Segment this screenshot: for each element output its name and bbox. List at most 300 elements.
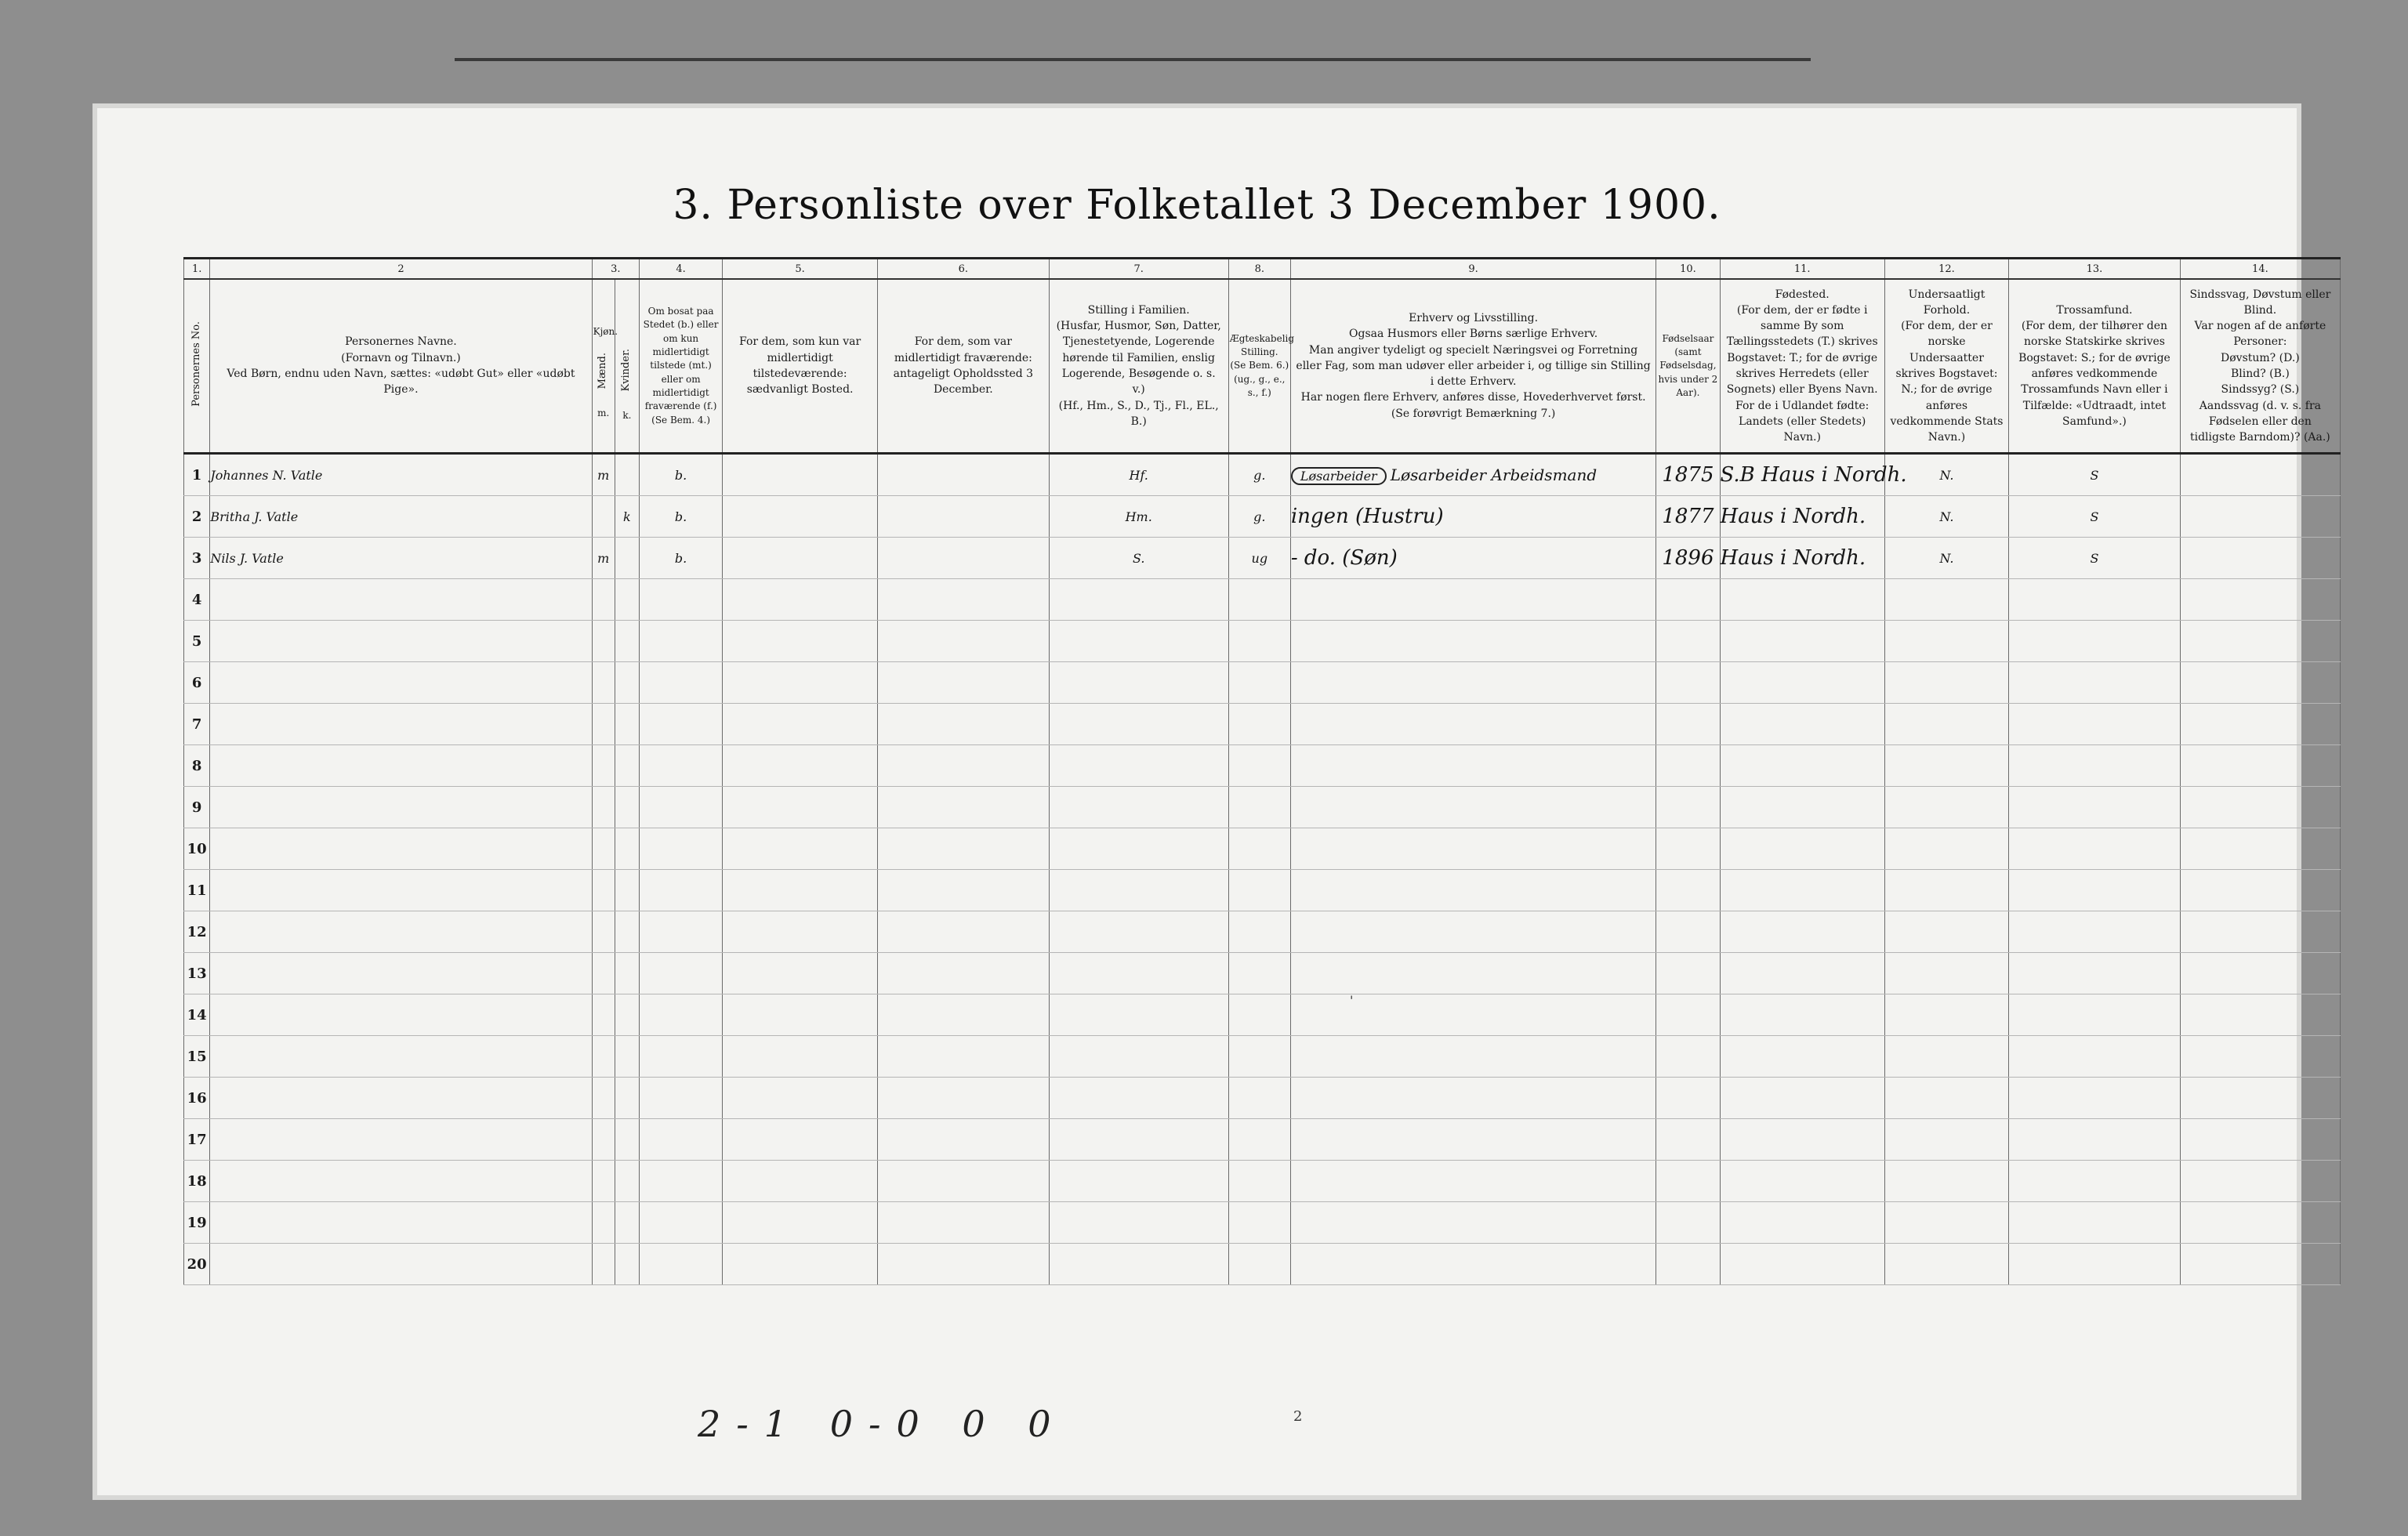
empty-cell <box>592 1036 615 1078</box>
empty-cell <box>2009 1036 2181 1078</box>
empty-cell <box>1656 1202 1720 1244</box>
header-usual-residence: For dem, som kun var midlertidigt tilstedeværende: sædvanligt Bosted. <box>723 279 878 454</box>
empty-cell <box>1884 828 2008 870</box>
empty-cell <box>615 911 639 953</box>
empty-cell <box>1720 911 1884 953</box>
person-row <box>184 454 2341 496</box>
empty-cell <box>878 911 1050 953</box>
header-occupation: Erhverv og Livsstilling. Ogsaa Husmors eller Børns særlige Erhverv. Man angiver tydeligt og specielt Næringsvei og Forretning eller Fag, som man udøver eller arbeider i, og tillige sin Stilling i dette Erhverv. Har nogen flere Erhverv, anføres disse, Hovederhvervet først. (Se forøvrigt Bemærkning 7.) <box>1290 279 1656 454</box>
empty-cell <box>1228 828 1290 870</box>
empty-cell <box>2009 621 2181 662</box>
birth-year-cell: 1896 <box>1656 538 1720 579</box>
empty-cell <box>878 662 1050 704</box>
empty-row <box>184 1119 2341 1161</box>
marital-status-cell: ug <box>1228 538 1290 579</box>
colnum-8: 8. <box>1228 259 1290 280</box>
empty-cell <box>878 1036 1050 1078</box>
empty-cell <box>1228 621 1290 662</box>
empty-cell <box>2009 1078 2181 1119</box>
empty-cell <box>615 579 639 621</box>
empty-cell <box>1884 1119 2008 1161</box>
empty-row <box>184 828 2341 870</box>
empty-cell <box>1049 911 1228 953</box>
empty-cell <box>1290 745 1656 787</box>
empty-cell <box>2180 621 2340 662</box>
empty-row <box>184 787 2341 828</box>
empty-cell <box>210 1161 592 1202</box>
empty-cell <box>723 662 878 704</box>
empty-cell <box>723 1161 878 1202</box>
empty-cell <box>1656 870 1720 911</box>
person-name: Britha J. Vatle <box>210 496 592 538</box>
empty-cell <box>723 953 878 994</box>
colnum-1: 1. <box>184 259 210 280</box>
empty-cell <box>1884 1036 2008 1078</box>
empty-cell <box>210 745 592 787</box>
empty-cell <box>1884 745 2008 787</box>
empty-cell <box>1720 579 1884 621</box>
empty-cell <box>592 870 615 911</box>
empty-cell <box>723 911 878 953</box>
empty-cell <box>878 994 1050 1036</box>
header-person-no: Personernes No. <box>184 279 210 454</box>
header-faith: Trossamfund. (For dem, der tilhører den norske Statskirke skrives Bogstavet: S.; for de øvrige anføres vedkommende Trossamfunds Navn eller i Tilfælde: «Udtraadt, intet Samfund».) <box>2009 279 2181 454</box>
empty-cell <box>1656 579 1720 621</box>
empty-cell <box>1720 1078 1884 1119</box>
empty-cell <box>723 704 878 745</box>
empty-row <box>184 870 2341 911</box>
empty-cell <box>1228 787 1290 828</box>
faith-cell: S <box>2009 496 2181 538</box>
empty-row <box>184 662 2341 704</box>
census-form-sheet <box>92 103 2331 1500</box>
empty-cell <box>1656 1078 1720 1119</box>
empty-row <box>184 1202 2341 1244</box>
empty-cell <box>723 621 878 662</box>
empty-cell <box>615 870 639 911</box>
header-disability: Sindssvag, Døvstum eller Blind. Var nogen af de anførte Personer: Døvstum? (D.) Blind? (B.) Sindssyg? (S.) Aandssvag (d. v. s. fra Fødselen eller den tidligste Barndom)? (Aa.) <box>2180 279 2340 454</box>
empty-cell <box>878 870 1050 911</box>
residence-cell: b. <box>639 496 722 538</box>
page-number: 2 <box>1293 1408 1303 1425</box>
column-number-row <box>184 259 2341 280</box>
empty-cell <box>639 1036 722 1078</box>
empty-cell <box>1049 953 1228 994</box>
empty-cell <box>2180 994 2340 1036</box>
empty-row <box>184 704 2341 745</box>
empty-cell <box>592 1202 615 1244</box>
empty-cell <box>615 1202 639 1244</box>
empty-cell <box>615 1036 639 1078</box>
empty-cell <box>878 1244 1050 1285</box>
row-number: 8 <box>184 745 210 787</box>
sex-female-cell: k <box>615 496 639 538</box>
empty-cell <box>878 953 1050 994</box>
disability-cell <box>2180 538 2340 579</box>
empty-cell <box>615 953 639 994</box>
empty-cell <box>1228 745 1290 787</box>
sex-female-cell <box>615 454 639 496</box>
row-number: 18 <box>184 1161 210 1202</box>
header-birth-year: Fødselsaar (samt Fødselsdag, hvis under 2 Aar). <box>1656 279 1720 454</box>
empty-cell <box>639 911 722 953</box>
row-number: 4 <box>184 579 210 621</box>
empty-cell <box>2180 1161 2340 1202</box>
empty-cell <box>723 994 878 1036</box>
family-position-cell: S. <box>1049 538 1228 579</box>
empty-cell <box>878 828 1050 870</box>
empty-cell <box>615 662 639 704</box>
empty-cell <box>2009 1244 2181 1285</box>
empty-cell <box>2180 911 2340 953</box>
empty-cell <box>723 870 878 911</box>
empty-cell <box>1049 1244 1228 1285</box>
row-number: 12 <box>184 911 210 953</box>
row-number: 11 <box>184 870 210 911</box>
citizenship-cell: N. <box>1884 454 2008 496</box>
empty-cell <box>1290 579 1656 621</box>
empty-cell <box>1290 1161 1656 1202</box>
empty-cell <box>1720 662 1884 704</box>
empty-cell <box>1720 704 1884 745</box>
empty-cell <box>1290 787 1656 828</box>
empty-cell <box>639 1244 722 1285</box>
empty-cell <box>1656 621 1720 662</box>
empty-cell <box>1290 1119 1656 1161</box>
empty-row <box>184 994 2341 1036</box>
empty-cell <box>1049 994 1228 1036</box>
stray-mark: ' <box>1350 993 1354 1008</box>
sex-male-cell <box>592 496 615 538</box>
empty-cell <box>1228 1036 1290 1078</box>
empty-cell <box>1720 953 1884 994</box>
row-number: 19 <box>184 1202 210 1244</box>
empty-cell <box>1720 994 1884 1036</box>
empty-cell <box>1228 1119 1290 1161</box>
row-number: 7 <box>184 704 210 745</box>
empty-cell <box>1049 662 1228 704</box>
empty-cell <box>1228 1078 1290 1119</box>
empty-cell <box>592 953 615 994</box>
row-number: 9 <box>184 787 210 828</box>
empty-row <box>184 1244 2341 1285</box>
empty-cell <box>1656 787 1720 828</box>
faith-cell: S <box>2009 454 2181 496</box>
empty-cell <box>210 994 592 1036</box>
family-position-cell: Hm. <box>1049 496 1228 538</box>
empty-cell <box>2180 787 2340 828</box>
empty-cell <box>723 1078 878 1119</box>
empty-cell <box>1228 870 1290 911</box>
empty-cell <box>1720 828 1884 870</box>
empty-cell <box>592 579 615 621</box>
empty-cell <box>1656 704 1720 745</box>
empty-cell <box>878 579 1050 621</box>
empty-cell <box>723 1202 878 1244</box>
disability-cell <box>2180 454 2340 496</box>
empty-cell <box>615 1244 639 1285</box>
empty-cell <box>210 870 592 911</box>
empty-cell <box>1884 994 2008 1036</box>
empty-cell <box>1290 704 1656 745</box>
usual-residence-cell <box>723 454 878 496</box>
empty-cell <box>2009 662 2181 704</box>
empty-cell <box>639 1078 722 1119</box>
empty-cell <box>592 994 615 1036</box>
usual-residence-cell <box>723 496 878 538</box>
empty-cell <box>1884 953 2008 994</box>
empty-cell <box>1656 1036 1720 1078</box>
row-number: 20 <box>184 1244 210 1285</box>
empty-cell <box>639 579 722 621</box>
empty-cell <box>615 828 639 870</box>
person-name: Nils J. Vatle <box>210 538 592 579</box>
empty-cell <box>2009 787 2181 828</box>
sex-male-cell: m <box>592 454 615 496</box>
empty-cell <box>723 579 878 621</box>
colnum-2: 2 <box>210 259 592 280</box>
column-header-row <box>184 279 2341 454</box>
empty-cell <box>1228 1202 1290 1244</box>
empty-cell <box>210 1078 592 1119</box>
empty-cell <box>2180 1202 2340 1244</box>
empty-cell <box>1720 1244 1884 1285</box>
empty-cell <box>210 1036 592 1078</box>
empty-cell <box>1884 870 2008 911</box>
colnum-11: 11. <box>1720 259 1884 280</box>
header-sex-male: Kjøn. Mænd. m. <box>592 279 615 454</box>
empty-cell <box>615 1119 639 1161</box>
empty-cell <box>1290 621 1656 662</box>
row-number: 6 <box>184 662 210 704</box>
empty-cell <box>1720 1036 1884 1078</box>
header-citizenship: Undersaatligt Forhold. (For dem, der er norske Undersaatter skrives Bogstavet: N.; for de øvrige anføres vedkommende Stats Navn.) <box>1884 279 2008 454</box>
empty-cell <box>1290 994 1656 1036</box>
empty-cell <box>1290 870 1656 911</box>
empty-cell <box>1656 911 1720 953</box>
empty-cell <box>1884 1202 2008 1244</box>
empty-cell <box>1049 1078 1228 1119</box>
row-number: 1 <box>184 454 210 496</box>
row-number: 17 <box>184 1119 210 1161</box>
empty-cell <box>2009 994 2181 1036</box>
empty-row <box>184 953 2341 994</box>
residence-cell: b. <box>639 538 722 579</box>
empty-row <box>184 621 2341 662</box>
empty-cell <box>878 1119 1050 1161</box>
row-number: 13 <box>184 953 210 994</box>
empty-cell <box>1049 704 1228 745</box>
family-position-cell: Hf. <box>1049 454 1228 496</box>
empty-cell <box>639 745 722 787</box>
empty-cell <box>878 745 1050 787</box>
empty-cell <box>2009 1161 2181 1202</box>
empty-cell <box>1228 953 1290 994</box>
empty-cell <box>1290 1036 1656 1078</box>
temporary-location-cell <box>878 496 1050 538</box>
empty-cell <box>878 787 1050 828</box>
empty-cell <box>1049 1161 1228 1202</box>
empty-cell <box>615 621 639 662</box>
empty-cell <box>878 1161 1050 1202</box>
empty-cell <box>1656 828 1720 870</box>
form-title: 3. Personliste over Folketallet 3 December 1900. <box>673 182 1721 229</box>
empty-cell <box>723 1036 878 1078</box>
empty-cell <box>210 662 592 704</box>
empty-cell <box>1049 828 1228 870</box>
empty-cell <box>1720 1119 1884 1161</box>
empty-cell <box>210 1202 592 1244</box>
empty-cell <box>1884 1161 2008 1202</box>
empty-cell <box>210 953 592 994</box>
empty-cell <box>878 1202 1050 1244</box>
header-residence: Om bosat paa Stedet (b.) eller om kun midlertidigt tilstede (mt.) eller om midlertidigt fraværende (f.) (Se Bem. 4.) <box>639 279 722 454</box>
empty-cell <box>878 621 1050 662</box>
empty-cell <box>1049 870 1228 911</box>
empty-cell <box>639 662 722 704</box>
empty-cell <box>615 745 639 787</box>
occupation-cell: - do. (Søn) <box>1290 538 1656 579</box>
empty-cell <box>1290 1078 1656 1119</box>
empty-cell <box>1884 911 2008 953</box>
empty-cell <box>2009 911 2181 953</box>
empty-cell <box>1720 787 1884 828</box>
empty-cell <box>615 787 639 828</box>
empty-cell <box>592 828 615 870</box>
empty-cell <box>592 1078 615 1119</box>
empty-cell <box>2009 870 2181 911</box>
marital-status-cell: g. <box>1228 454 1290 496</box>
empty-cell <box>1656 1119 1720 1161</box>
birth-year-cell: 1877 <box>1656 496 1720 538</box>
colnum-4: 4. <box>639 259 722 280</box>
empty-cell <box>1720 1202 1884 1244</box>
empty-row <box>184 1078 2341 1119</box>
empty-cell <box>210 621 592 662</box>
residence-cell: b. <box>639 454 722 496</box>
empty-cell <box>723 828 878 870</box>
empty-cell <box>592 1161 615 1202</box>
empty-cell <box>1656 1244 1720 1285</box>
empty-cell <box>592 621 615 662</box>
empty-cell <box>1720 870 1884 911</box>
empty-cell <box>1290 828 1656 870</box>
sex-female-cell <box>615 538 639 579</box>
empty-row <box>184 1161 2341 1202</box>
empty-cell <box>723 745 878 787</box>
colnum-13: 13. <box>2009 259 2181 280</box>
faith-cell: S <box>2009 538 2181 579</box>
sex-male-cell: m <box>592 538 615 579</box>
top-border-line <box>455 58 1811 61</box>
empty-cell <box>2180 953 2340 994</box>
marital-status-cell: g. <box>1228 496 1290 538</box>
empty-cell <box>210 1244 592 1285</box>
empty-cell <box>878 704 1050 745</box>
empty-cell <box>1656 745 1720 787</box>
empty-cell <box>1049 787 1228 828</box>
empty-cell <box>2180 828 2340 870</box>
empty-cell <box>1720 745 1884 787</box>
empty-cell <box>639 870 722 911</box>
header-marital-status: Ægteskabelig Stilling. (Se Bem. 6.) (ug., g., e., s., f.) <box>1228 279 1290 454</box>
empty-cell <box>592 911 615 953</box>
empty-cell <box>1228 911 1290 953</box>
empty-cell <box>210 828 592 870</box>
temporary-location-cell <box>878 538 1050 579</box>
empty-cell <box>615 994 639 1036</box>
row-number: 2 <box>184 496 210 538</box>
empty-cell <box>1290 1202 1656 1244</box>
empty-cell <box>1884 621 2008 662</box>
empty-cell <box>1049 1202 1228 1244</box>
empty-cell <box>592 745 615 787</box>
birthplace-cell: S.B Haus i Nordh. <box>1720 454 1884 496</box>
empty-row <box>184 745 2341 787</box>
citizenship-cell: N. <box>1884 496 2008 538</box>
temporary-location-cell <box>878 454 1050 496</box>
empty-cell <box>1720 621 1884 662</box>
empty-cell <box>639 1202 722 1244</box>
census-table <box>183 257 2341 1285</box>
empty-cell <box>639 621 722 662</box>
empty-cell <box>1290 1244 1656 1285</box>
empty-row <box>184 911 2341 953</box>
occupation-cell: Løsarbeider Løsarbeider Arbeidsmand <box>1290 454 1656 496</box>
empty-cell <box>1228 1244 1290 1285</box>
empty-cell <box>1656 662 1720 704</box>
empty-cell <box>1049 1119 1228 1161</box>
birthplace-cell: Haus i Nordh. <box>1720 496 1884 538</box>
colnum-10: 10. <box>1656 259 1720 280</box>
empty-cell <box>1290 953 1656 994</box>
empty-cell <box>639 953 722 994</box>
colnum-3: 3. <box>592 259 639 280</box>
person-row <box>184 538 2341 579</box>
empty-cell <box>1049 621 1228 662</box>
empty-cell <box>1290 662 1656 704</box>
empty-cell <box>592 1244 615 1285</box>
empty-cell <box>210 704 592 745</box>
empty-cell <box>1656 1161 1720 1202</box>
empty-cell <box>2180 1036 2340 1078</box>
empty-cell <box>1884 704 2008 745</box>
empty-rows <box>184 579 2341 1285</box>
row-number: 3 <box>184 538 210 579</box>
empty-cell <box>639 828 722 870</box>
empty-cell <box>1720 1161 1884 1202</box>
empty-cell <box>210 787 592 828</box>
empty-cell <box>2180 1119 2340 1161</box>
empty-cell <box>2180 704 2340 745</box>
header-birthplace: Fødested. (For dem, der er fødte i samme By som Tællingsstedets (T.) skrives Bogstavet: T.; for de øvrige skrives Herredets (eller Sognets) eller Byens Navn. For de i Udlandet fødte: Landets (eller Stedets) Navn.) <box>1720 279 1884 454</box>
empty-cell <box>1228 704 1290 745</box>
empty-cell <box>723 1244 878 1285</box>
empty-row <box>184 1036 2341 1078</box>
disability-cell <box>2180 496 2340 538</box>
empty-cell <box>2009 745 2181 787</box>
row-number: 14 <box>184 994 210 1036</box>
empty-cell <box>615 1161 639 1202</box>
row-number: 15 <box>184 1036 210 1078</box>
birth-year-cell: 1875 <box>1656 454 1720 496</box>
empty-cell <box>1228 579 1290 621</box>
row-number: 5 <box>184 621 210 662</box>
colnum-9: 9. <box>1290 259 1656 280</box>
empty-cell <box>1290 911 1656 953</box>
empty-cell <box>2180 1078 2340 1119</box>
usual-residence-cell <box>723 538 878 579</box>
